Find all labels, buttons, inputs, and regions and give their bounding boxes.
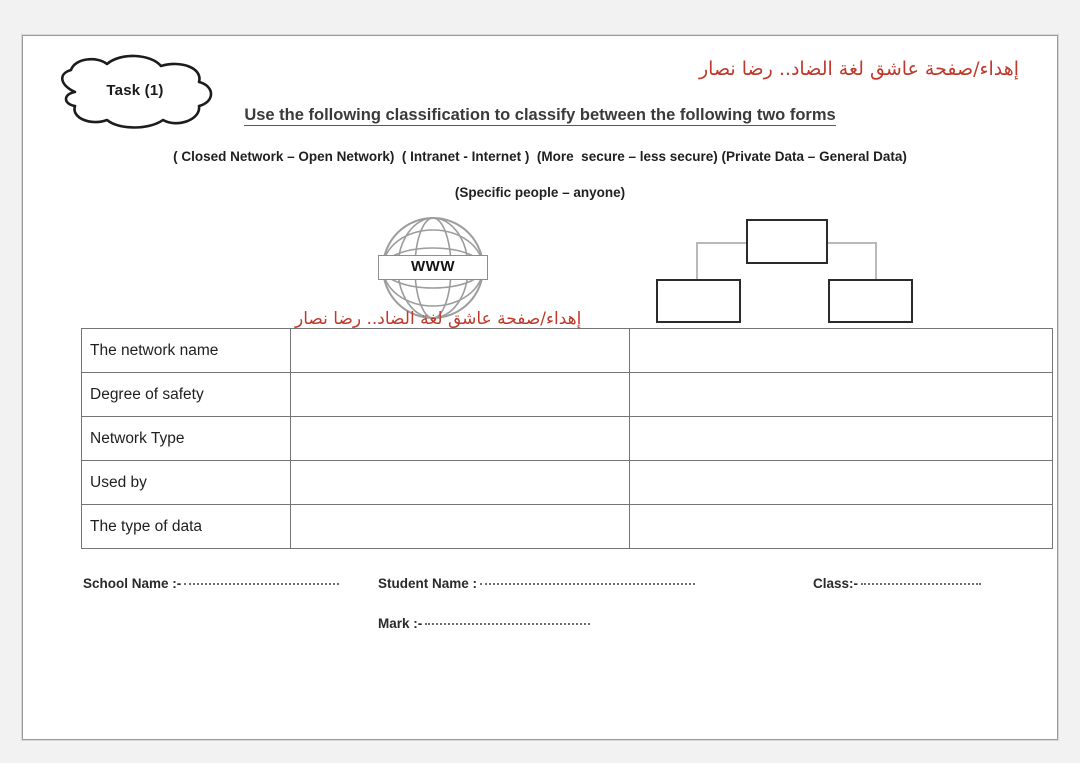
instruction-line [23, 106, 1057, 125]
student-name-field [378, 576, 695, 591]
classification-table [81, 328, 1053, 549]
answer-cell-column-1[interactable] [291, 417, 630, 461]
instruction-text: Use the following classification to classify between the following two forms [244, 106, 836, 124]
answer-cell-column-1[interactable] [291, 329, 630, 373]
table-row [82, 329, 1053, 373]
answer-cell-column-2[interactable] [630, 329, 1053, 373]
worksheet-page [22, 35, 1058, 740]
connector-line-right-horizontal [826, 242, 876, 244]
globe-www-icon [378, 214, 488, 322]
school-name-field [83, 576, 339, 591]
topology-node-right [828, 279, 913, 323]
table-row [82, 505, 1053, 549]
row-label: Used by [82, 461, 291, 505]
school-name-input[interactable] [184, 583, 339, 585]
topology-node-top [746, 219, 828, 264]
classification-options-line-2: (Specific people – anyone) [454, 185, 626, 200]
class-input[interactable] [861, 583, 981, 585]
table-row [82, 461, 1053, 505]
classification-options-line-1: ( Closed Network – Open Network) ( Intranet - Internet ) (More secure – less secure) (Private Data – General Data) [173, 149, 907, 164]
class-field [813, 576, 981, 591]
answer-cell-column-2[interactable] [630, 373, 1053, 417]
row-label: The network name [82, 329, 291, 373]
connector-line-left-horizontal [696, 242, 748, 244]
row-label: The type of data [82, 505, 291, 549]
school-name-label: School Name :- [83, 576, 182, 591]
student-name-label: Student Name : [378, 576, 478, 591]
mark-label: Mark :- [378, 616, 423, 631]
answer-cell-column-1[interactable] [291, 505, 630, 549]
arabic-credit-watermark: إهداء/صفحة عاشق لغة الضاد.. رضا نصار [295, 309, 582, 329]
row-label: Degree of safety [82, 373, 291, 417]
www-label: WWW [378, 255, 488, 280]
answer-cell-column-2[interactable] [630, 505, 1053, 549]
answer-cell-column-1[interactable] [291, 373, 630, 417]
row-label: Network Type [82, 417, 291, 461]
mark-field [378, 616, 590, 631]
answer-cell-column-2[interactable] [630, 461, 1053, 505]
answer-cell-column-2[interactable] [630, 417, 1053, 461]
mark-input[interactable] [425, 623, 590, 625]
task-label: Task (1) [106, 82, 164, 99]
answer-cell-column-1[interactable] [291, 461, 630, 505]
closed-network-topology-icon [638, 214, 938, 326]
arabic-credit-header: إهداء/صفحة عاشق لغة الضاد.. رضا نصار [698, 58, 1019, 80]
topology-node-left [656, 279, 741, 323]
table-row [82, 373, 1053, 417]
connector-line-right-vertical [875, 242, 877, 280]
class-label: Class:- [813, 576, 859, 591]
connector-line-left-vertical [696, 242, 698, 280]
student-name-input[interactable] [480, 583, 695, 585]
table-row [82, 417, 1053, 461]
